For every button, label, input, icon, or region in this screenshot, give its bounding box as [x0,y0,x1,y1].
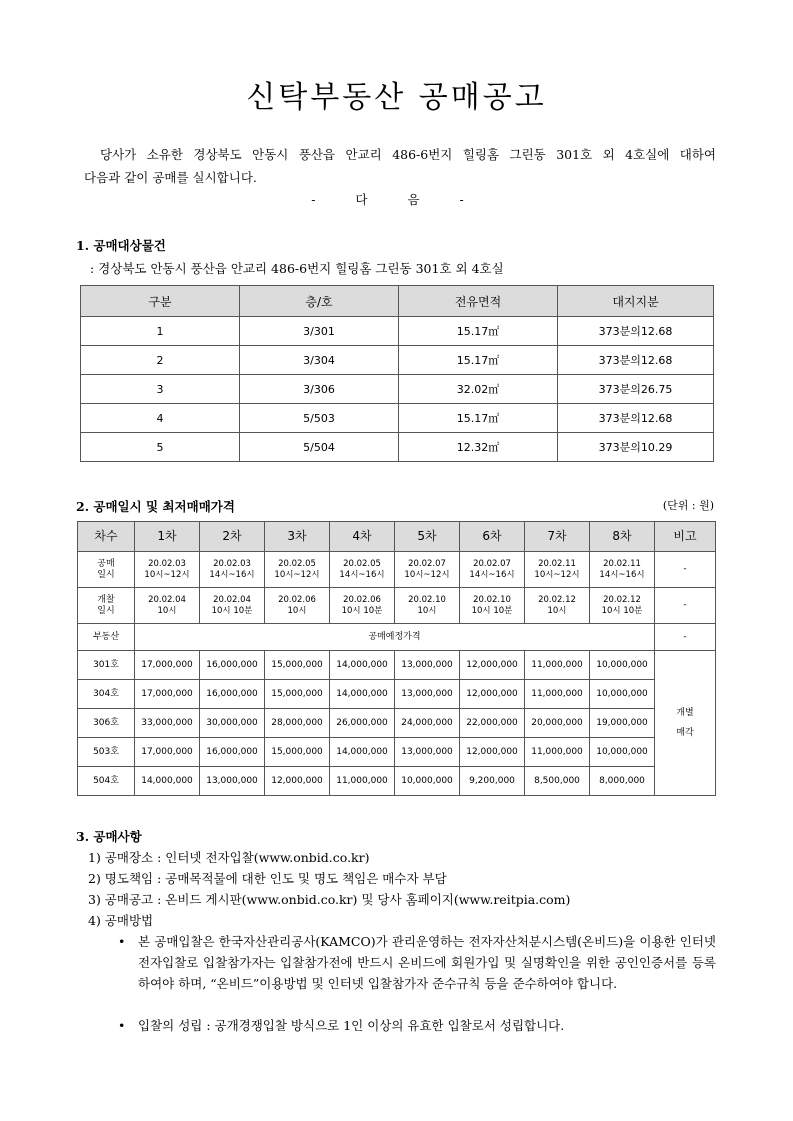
header-cell: 비고 [655,522,716,552]
section3-heading: 3. 공매사항 [76,829,142,844]
date-value: 20.02.07 [408,558,446,569]
table-cell: 373분의26.75 [558,375,714,404]
unit-label-cell: 503호 [78,738,135,767]
table-row [78,680,716,709]
time-value: 10시 [417,605,437,616]
table-cell: 2 [81,346,240,375]
auction-schedule-table [77,521,716,796]
header-cell: 대지지분 [558,286,714,317]
row-label-line: 일시 [97,569,115,580]
bullet-text: 본 공매입찰은 한국자산관리공사(KAMCO)가 관리운영하는 전자자산처분시스템(온비드)을 이용한 인터넷 전자입찰로 입찰참가자는 입찰참가전에 반드시 온비드에 회원가입 및 실명확인을 위한 공인인증서를 등록하여야 하며, “온비드”이용방법 및 인터넷 입찰참가자 준수규칙 등을 준수하여야 합니다. [138,934,716,991]
time-value: 14시~16시 [209,569,255,580]
price-cell: 10,000,000 [590,680,655,709]
unit-label-cell: 301호 [78,651,135,680]
table-cell: 3/301 [240,317,399,346]
date-cell [265,588,330,624]
date-cell [395,552,460,588]
time-value: 10시 [157,605,177,616]
price-cell: 24,000,000 [395,709,460,738]
date-cell [330,552,395,588]
date-cell [590,588,655,624]
intro-line-2: 다음과 같이 공매를 실시합니다. [84,170,257,185]
price-cell: 10,000,000 [590,651,655,680]
price-cell: 14,000,000 [330,738,395,767]
price-cell: 15,000,000 [265,738,330,767]
price-cell: 16,000,000 [200,680,265,709]
price-cell: 13,000,000 [395,680,460,709]
table-cell: 4 [81,404,240,433]
row-label-line: 개찰 [97,594,115,605]
row-label [78,588,135,624]
header-cell: 5차 [395,522,460,552]
date-value: 20.02.04 [148,594,186,605]
price-label: 공매예정가격 [135,624,655,651]
row-label-line: 공매 [97,558,115,569]
price-cell: 14,000,000 [330,680,395,709]
date-value: 20.02.11 [603,558,641,569]
bullet-text: 입찰의 성립 : 공개경쟁입찰 방식으로 1인 이상의 유효한 입찰로서 성립합니다. [138,1018,565,1033]
date-value: 20.02.12 [603,594,641,605]
time-value: 14시~16시 [599,569,645,580]
price-cell: 16,000,000 [200,738,265,767]
table-row [81,317,714,346]
table-cell: 3/306 [240,375,399,404]
table-cell: 15.17㎡ [399,317,558,346]
date-value: 20.02.03 [148,558,186,569]
price-label-row [78,624,716,651]
table-cell: 32.02㎡ [399,375,558,404]
price-cell: 12,000,000 [460,651,525,680]
page-title: 신탁부동산 공매공고 [246,80,547,115]
intro-paragraph [84,143,716,189]
price-cell: 8,000,000 [590,767,655,796]
date-value: 20.02.11 [538,558,576,569]
note-line: 개별 [676,708,694,718]
date-cell [395,588,460,624]
table-cell: 373분의10.29 [558,433,714,462]
time-value: 10시 [547,605,567,616]
time-value: 14시~16시 [469,569,515,580]
table-row [81,404,714,433]
unit-label-cell: 504호 [78,767,135,796]
date-cell [460,552,525,588]
dash-cell: - [655,624,716,651]
header-cell: 7차 [525,522,590,552]
header-cell: 차수 [78,522,135,552]
bullet-item [118,931,716,994]
price-cell: 17,000,000 [135,651,200,680]
table-cell: 15.17㎡ [399,404,558,433]
time-value: 10시 10분 [211,605,253,616]
price-cell: 17,000,000 [135,738,200,767]
table-row [78,767,716,796]
list-item: 2) 명도책임 : 공매목적물에 대한 인도 및 명도 책임은 매수자 부담 [88,871,447,886]
note-cell [655,651,716,796]
time-value: 10시 10분 [341,605,383,616]
date-cell [525,588,590,624]
date-value: 20.02.05 [278,558,316,569]
price-cell: 28,000,000 [265,709,330,738]
price-cell: 19,000,000 [590,709,655,738]
date-cell [200,588,265,624]
price-cell: 8,500,000 [525,767,590,796]
date-value: 20.02.12 [538,594,576,605]
header-cell: 2차 [200,522,265,552]
price-cell: 13,000,000 [200,767,265,796]
date-cell [135,588,200,624]
table-row [78,651,716,680]
table-cell: 373분의12.68 [558,404,714,433]
header-cell: 4차 [330,522,395,552]
price-cell: 30,000,000 [200,709,265,738]
dash-cell: - [655,588,716,624]
opening-date-row [78,588,716,624]
table-row [78,738,716,767]
list-item: 4) 공매방법 [88,913,154,928]
bullet-item [118,1015,716,1036]
table-row [81,375,714,404]
price-cell: 22,000,000 [460,709,525,738]
time-value: 10시 10분 [601,605,643,616]
date-cell [590,552,655,588]
row-label [78,552,135,588]
property-table [80,285,714,462]
time-value: 10시 [287,605,307,616]
price-cell: 11,000,000 [525,738,590,767]
table-cell: 1 [81,317,240,346]
unit-label-cell: 304호 [78,680,135,709]
time-value: 10시 10분 [471,605,513,616]
list-item: 1) 공매장소 : 인터넷 전자입찰(www.onbid.co.kr) [88,850,370,865]
header-cell: 층/호 [240,286,399,317]
table-cell: 5 [81,433,240,462]
section-divider-text: - 다 음 - [311,192,482,207]
price-cell: 10,000,000 [590,738,655,767]
table-cell: 5/503 [240,404,399,433]
date-cell [200,552,265,588]
header-cell: 전유면적 [399,286,558,317]
price-cell: 16,000,000 [200,651,265,680]
date-value: 20.02.06 [343,594,381,605]
date-cell [460,588,525,624]
date-value: 20.02.03 [213,558,251,569]
price-cell: 26,000,000 [330,709,395,738]
date-value: 20.02.07 [473,558,511,569]
section2-heading: 2. 공매일시 및 최저매매가격 [76,499,235,514]
price-cell: 20,000,000 [525,709,590,738]
price-cell: 10,000,000 [395,767,460,796]
date-value: 20.02.10 [408,594,446,605]
price-cell: 12,000,000 [265,767,330,796]
date-cell [265,552,330,588]
table-cell: 5/504 [240,433,399,462]
header-cell: 1차 [135,522,200,552]
price-cell: 11,000,000 [330,767,395,796]
time-value: 10시~12시 [404,569,450,580]
price-cell: 12,000,000 [460,738,525,767]
property-table-header [81,286,714,317]
price-cell: 12,000,000 [460,680,525,709]
table-cell: 373분의12.68 [558,346,714,375]
date-cell [525,552,590,588]
price-cell: 14,000,000 [330,651,395,680]
unit-label-cell: 306호 [78,709,135,738]
price-cell: 33,000,000 [135,709,200,738]
property-label: 부동산 [78,624,135,651]
table-cell: 3 [81,375,240,404]
price-cell: 9,200,000 [460,767,525,796]
auction-date-row [78,552,716,588]
header-cell: 3차 [265,522,330,552]
table-row [78,709,716,738]
date-cell [135,552,200,588]
section1-address: : 경상북도 안동시 풍산읍 안교리 486-6번지 힐링홈 그린동 301호 외 4호실 [90,261,504,276]
intro-line-1: 당사가 소유한 경상북도 안동시 풍산읍 안교리 486-6번지 힐링홈 그린동 301호 외 4호실에 대하여 [100,147,716,162]
table-cell: 12.32㎡ [399,433,558,462]
schedule-header-row [78,522,716,552]
dash-cell: - [655,552,716,588]
table-row [81,433,714,462]
note-line: 매각 [676,728,694,738]
row-label-line: 일시 [97,605,115,616]
date-value: 20.02.05 [343,558,381,569]
date-value: 20.02.06 [278,594,316,605]
time-value: 14시~16시 [339,569,385,580]
date-value: 20.02.10 [473,594,511,605]
price-cell: 17,000,000 [135,680,200,709]
price-cell: 11,000,000 [525,651,590,680]
table-cell: 15.17㎡ [399,346,558,375]
table-cell: 373분의12.68 [558,317,714,346]
price-cell: 15,000,000 [265,651,330,680]
date-value: 20.02.04 [213,594,251,605]
time-value: 10시~12시 [274,569,320,580]
price-cell: 13,000,000 [395,651,460,680]
date-cell [330,588,395,624]
bullet-icon: • [118,1018,126,1033]
price-cell: 13,000,000 [395,738,460,767]
table-row [81,346,714,375]
header-cell: 8차 [590,522,655,552]
section1-heading: 1. 공매대상물건 [76,238,166,253]
price-cell: 15,000,000 [265,680,330,709]
unit-label: (단위 : 원) [662,499,714,512]
header-cell: 6차 [460,522,525,552]
header-cell: 구분 [81,286,240,317]
price-cell: 11,000,000 [525,680,590,709]
bullet-icon: • [118,934,126,949]
list-item: 3) 공매공고 : 온비드 게시판(www.onbid.co.kr) 및 당사 홈페이지(www.reitpia.com) [88,892,571,907]
time-value: 10시~12시 [144,569,190,580]
table-cell: 3/304 [240,346,399,375]
price-cell: 14,000,000 [135,767,200,796]
time-value: 10시~12시 [534,569,580,580]
